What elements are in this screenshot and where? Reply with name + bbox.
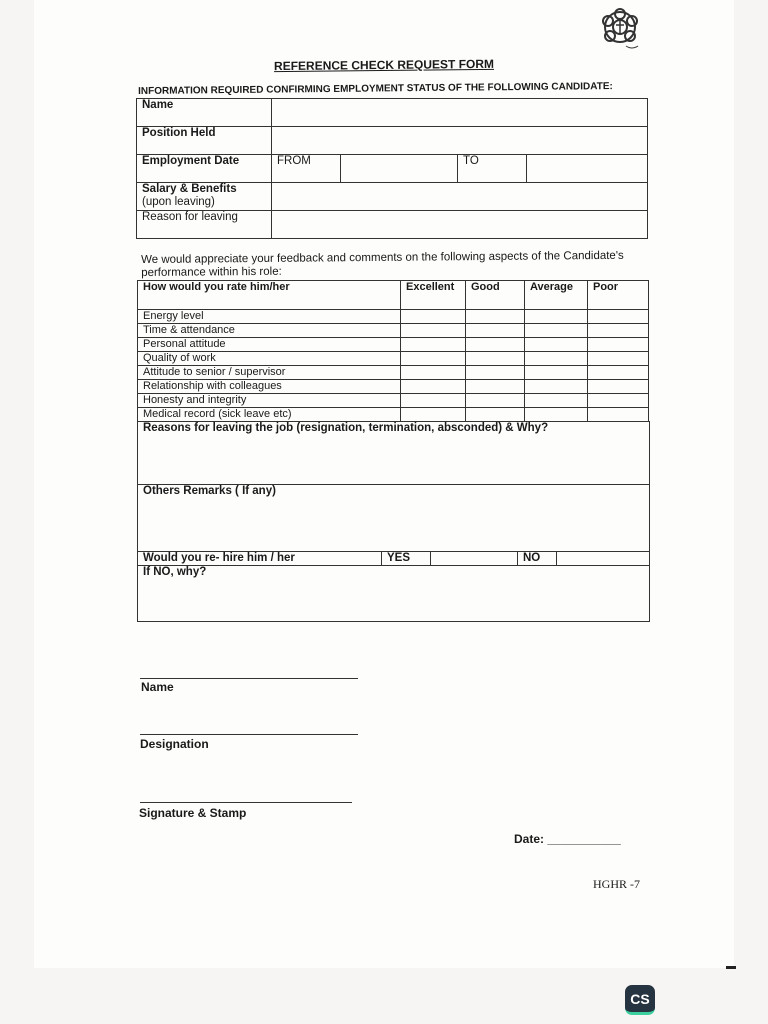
rating-cell[interactable] — [588, 324, 649, 338]
rating-row-label: Personal attitude — [138, 338, 401, 352]
if-no-why-field[interactable] — [138, 566, 650, 622]
rating-cell[interactable] — [466, 380, 525, 394]
date-field[interactable]: Date: ___________ — [514, 832, 621, 846]
reasons-leaving-label: Reasons for leaving the job (resignation, termination, absconded) & Why? — [143, 422, 549, 434]
rating-cell[interactable] — [401, 394, 466, 408]
yes-checkbox[interactable] — [431, 552, 518, 566]
rating-cell[interactable] — [588, 352, 649, 366]
signoff-signature-label: Signature & Stamp — [139, 806, 247, 820]
signature-line[interactable] — [140, 802, 352, 803]
rating-cell[interactable] — [525, 338, 588, 352]
rating-cell[interactable] — [466, 352, 525, 366]
company-logo-icon — [596, 6, 644, 54]
salary-label — [137, 183, 272, 211]
rating-row — [138, 408, 649, 422]
rating-cell[interactable] — [588, 394, 649, 408]
rating-row — [138, 380, 649, 394]
rating-row-label: Quality of work — [138, 352, 401, 366]
rating-cell[interactable] — [401, 338, 466, 352]
scan-mark — [726, 966, 736, 969]
if-no-why-label: If NO, why? — [143, 566, 207, 578]
rating-cell[interactable] — [401, 324, 466, 338]
rating-cell[interactable] — [401, 352, 466, 366]
rating-cell[interactable] — [466, 408, 525, 422]
rating-cell[interactable] — [525, 408, 588, 422]
employment-date-label: Employment Date — [137, 155, 272, 183]
rating-cell[interactable] — [588, 310, 649, 324]
rehire-question: Would you re- hire him / her — [138, 552, 382, 566]
intro-text: We would appreciate your feedback and comments on the following aspects of the Candidate's performance within his role: — [141, 249, 624, 279]
rating-cell[interactable] — [588, 338, 649, 352]
rating-cell[interactable] — [401, 380, 466, 394]
rating-row-label: Medical record (sick leave etc) — [138, 408, 401, 422]
rating-row-label: Relationship with colleagues — [138, 380, 401, 394]
rating-cell[interactable] — [525, 352, 588, 366]
rating-row — [138, 352, 649, 366]
other-remarks-label: Others Remarks ( If any) — [143, 485, 276, 497]
rating-row — [138, 366, 649, 380]
rating-table — [137, 280, 649, 422]
reason-label: Reason for leaving — [137, 211, 272, 239]
salary-field[interactable] — [272, 183, 648, 211]
rating-cell[interactable] — [466, 394, 525, 408]
rating-cell[interactable] — [466, 366, 525, 380]
rating-cell[interactable] — [466, 310, 525, 324]
rating-cell[interactable] — [525, 366, 588, 380]
rating-row-label: Attitude to senior / supervisor — [138, 366, 401, 380]
name-label: Name — [137, 99, 272, 127]
camscanner-badge: CS — [625, 985, 655, 1015]
rating-row-label: Honesty and integrity — [138, 394, 401, 408]
to-label: TO — [458, 155, 527, 183]
rating-row — [138, 394, 649, 408]
reason-field[interactable] — [272, 211, 648, 239]
salary-label-line2: (upon leaving) — [142, 196, 215, 208]
signoff-name-label: Name — [141, 680, 174, 694]
rating-cell[interactable] — [525, 324, 588, 338]
designation-line[interactable] — [140, 734, 358, 735]
rating-row — [138, 324, 649, 338]
salary-label-line1: Salary & Benefits — [142, 183, 237, 195]
rating-cell[interactable] — [588, 366, 649, 380]
other-remarks-field[interactable] — [138, 485, 650, 552]
rating-question-header: How would you rate him/her — [138, 281, 401, 310]
reasons-leaving-field[interactable] — [138, 422, 650, 485]
rating-row — [138, 338, 649, 352]
from-date-field[interactable] — [341, 155, 458, 183]
column-excellent: Excellent — [401, 281, 466, 310]
from-label: FROM — [272, 155, 341, 183]
column-average: Average — [525, 281, 588, 310]
form-code: HGHR -7 — [593, 877, 640, 891]
rating-row — [138, 310, 649, 324]
rating-cell[interactable] — [401, 366, 466, 380]
signoff-designation-label: Designation — [140, 737, 209, 751]
column-poor: Poor — [588, 281, 649, 310]
rating-cell[interactable] — [401, 310, 466, 324]
rating-cell[interactable] — [588, 408, 649, 422]
rating-cell[interactable] — [401, 408, 466, 422]
name-signature-line[interactable] — [140, 678, 358, 679]
rating-cell[interactable] — [466, 324, 525, 338]
rating-cell[interactable] — [525, 310, 588, 324]
rating-cell[interactable] — [588, 380, 649, 394]
position-label: Position Held — [137, 127, 272, 155]
rating-cell[interactable] — [525, 394, 588, 408]
position-field[interactable] — [272, 127, 648, 155]
rating-row-label: Time & attendance — [138, 324, 401, 338]
rating-row-label: Energy level — [138, 310, 401, 324]
rating-cell[interactable] — [525, 380, 588, 394]
form-subheading: INFORMATION REQUIRED CONFIRMING EMPLOYMENT STATUS OF THE FOLLOWING CANDIDATE: — [138, 81, 613, 97]
no-checkbox[interactable] — [557, 552, 650, 566]
yes-label: YES — [382, 552, 431, 566]
column-good: Good — [466, 281, 525, 310]
form-title: REFERENCE CHECK REQUEST FORM — [273, 56, 495, 74]
candidate-info-table — [136, 98, 648, 239]
no-label: NO — [518, 552, 557, 566]
name-field[interactable] — [272, 99, 648, 127]
to-date-field[interactable] — [527, 155, 648, 183]
rating-cell[interactable] — [466, 338, 525, 352]
comments-table — [137, 421, 650, 622]
